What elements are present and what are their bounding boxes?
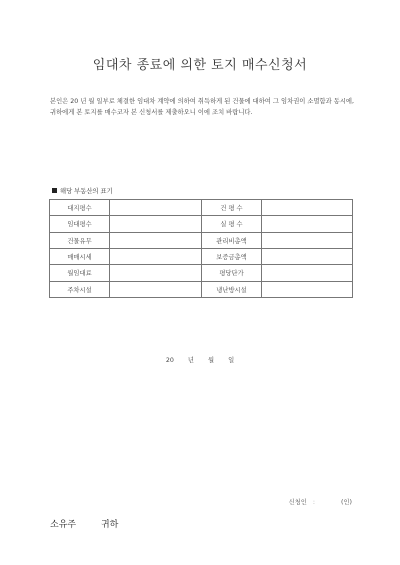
table-cell-label: 주차시설 — [50, 281, 110, 297]
property-table — [49, 199, 353, 298]
table-row — [50, 281, 353, 297]
table-cell-value — [110, 200, 202, 216]
table-cell-label: 건물유무 — [50, 232, 110, 248]
date-year-prefix: 20 — [165, 357, 174, 364]
table-cell-label: 월임대료 — [50, 265, 110, 281]
table-cell-label: 매매시세 — [50, 248, 110, 264]
table-cell-value — [262, 200, 353, 216]
recipient-line — [50, 517, 118, 530]
section-heading — [52, 186, 113, 195]
section-heading-label: 해당 부동산의 표기 — [60, 188, 113, 195]
seal-mark: (인) — [341, 499, 352, 506]
table-row — [50, 216, 353, 232]
table-row — [50, 200, 353, 216]
table-cell-label: 건 평 수 — [202, 200, 262, 216]
table-cell-label: 실 평 수 — [202, 216, 262, 232]
recipient-honorific: 귀하 — [100, 520, 119, 530]
square-bullet-icon — [52, 188, 57, 193]
date-year: 년 — [187, 357, 194, 364]
table-cell-value — [262, 216, 353, 232]
table-row — [50, 248, 353, 264]
table-cell-label: 관리비총액 — [202, 232, 262, 248]
date-day: 일 — [228, 357, 235, 364]
table-cell-value — [110, 248, 202, 264]
table-row — [50, 232, 353, 248]
recipient-owner: 소유주 — [50, 520, 77, 530]
table-cell-value — [110, 281, 202, 297]
applicant-separator: : — [312, 499, 315, 506]
document-title: 임대차 종료에 의한 토지 매수신청서 — [92, 58, 308, 73]
table-cell-label: 임대평수 — [50, 216, 110, 232]
table-cell-label: 보증금총액 — [202, 248, 262, 264]
table-cell-value — [262, 232, 353, 248]
table-cell-value — [262, 281, 353, 297]
table-cell-value — [110, 216, 202, 232]
table-cell-value — [110, 232, 202, 248]
table-cell-label: 평당단가 — [202, 265, 262, 281]
date-line — [0, 355, 400, 364]
table-cell-value — [110, 265, 202, 281]
table-cell-value — [262, 248, 353, 264]
table-row — [50, 265, 353, 281]
applicant-line — [289, 497, 352, 506]
body-paragraph: 본인은 20 년 월 일부로 체결한 임대차 계약에 의하여 취득하게 된 건물에 대하여 그 임차권이 소멸함과 동시에, 귀하에게 본 토지를 매수코자 본 신청서를 제출하오니 이에 조치 바랍니다. — [50, 98, 354, 116]
table-cell-label: 대지평수 — [50, 200, 110, 216]
table-cell-label: 냉난방시설 — [202, 281, 262, 297]
date-month: 월 — [207, 357, 215, 364]
applicant-label: 신청인 — [288, 499, 307, 506]
table-cell-value — [262, 265, 353, 281]
